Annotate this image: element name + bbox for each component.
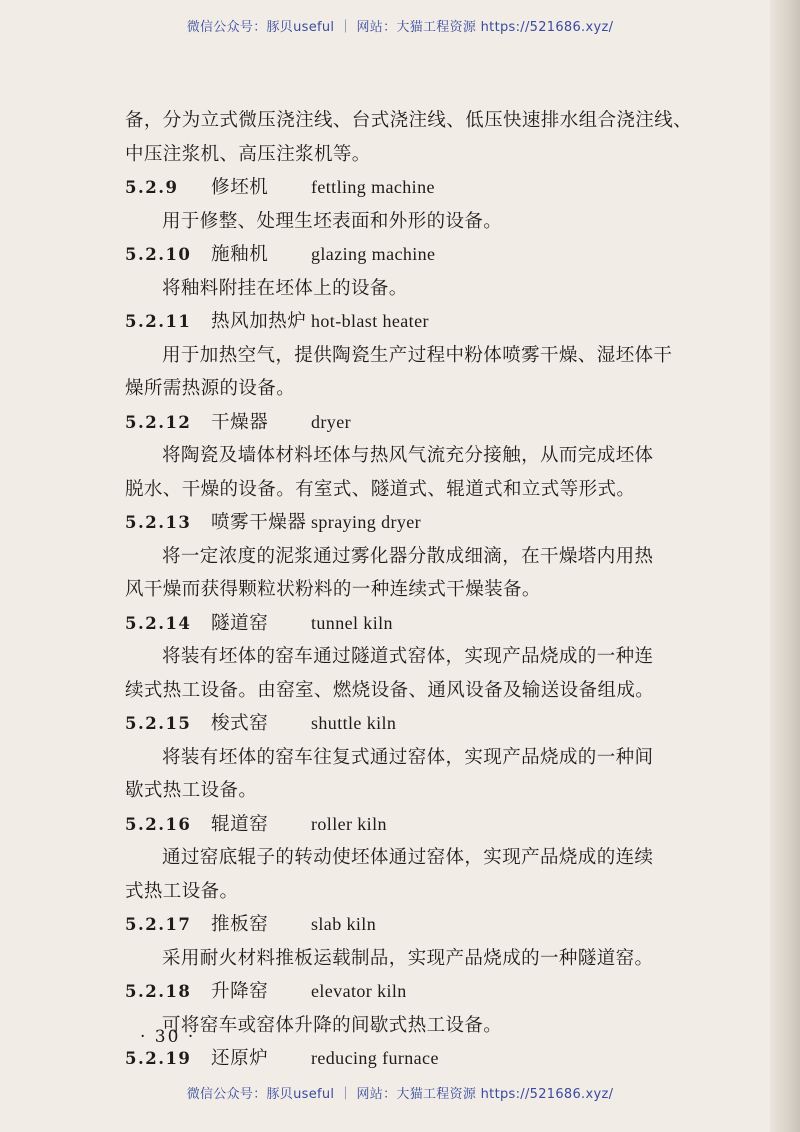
definition-line: 用于修整、处理生坯表面和外形的设备。	[162, 210, 503, 232]
definition-line: 采用耐火材料推板运载制品，实现产品烧成的一种隧道窑。	[162, 947, 654, 969]
entry-heading	[125, 305, 725, 339]
clause-number: 5.2.11	[125, 312, 192, 331]
term-english: slab kiln	[311, 914, 377, 934]
definition-line: 式热工设备。	[125, 880, 239, 902]
entry-heading	[125, 808, 725, 842]
definition-line: 将陶瓷及墙体材料坯体与热风气流充分接触，从而完成坯体	[162, 445, 654, 466]
term-chinese: 施釉机	[211, 244, 269, 265]
intro-line-1: 备，分为立式微压浇注线、台式浇注线、低压快速排水组合浇注线、	[125, 110, 693, 131]
clause-number: 5.2.13	[125, 513, 192, 532]
entry-list	[125, 171, 725, 1076]
term-chinese: 干燥器	[211, 411, 269, 433]
term-chinese: 还原炉	[211, 1048, 269, 1069]
clause-number: 5.2.17	[125, 915, 192, 934]
term-chinese: 升降窑	[211, 981, 269, 1002]
entry-heading	[125, 238, 725, 272]
term-english: spraying dryer	[311, 512, 422, 532]
term-chinese: 辊道窑	[211, 813, 269, 835]
term-english: fettling machine	[311, 177, 435, 197]
term-english: tunnel kiln	[311, 612, 393, 633]
term-english: shuttle kiln	[311, 713, 397, 733]
definition-line: 脱水、干燥的设备。有室式、隧道式、辊道式和立式等形式。	[125, 478, 636, 500]
clause-number: 5.2.18	[125, 982, 192, 1001]
term-english: elevator kiln	[311, 981, 407, 1001]
entry-heading	[125, 1042, 725, 1076]
definition-line: 将釉料附挂在坯体上的设备。	[162, 277, 408, 299]
clause-number: 5.2.15	[125, 714, 192, 733]
definition-line: 用于加热空气，提供陶瓷生产过程中粉体喷雾干燥、湿坯体干	[162, 344, 673, 366]
definition-line: 通过窑底辊子的转动使坯体通过窑体，实现产品烧成的连续	[162, 847, 654, 868]
clause-number: 5.2.16	[125, 814, 192, 834]
entry-heading	[125, 406, 725, 440]
term-chinese: 喷雾干燥器	[211, 512, 307, 533]
definition-line: 将装有坯体的窑车往复式通过窑体，实现产品烧成的一种间	[162, 746, 654, 768]
document-body	[125, 104, 725, 1076]
definition-line: 歇式热工设备。	[125, 780, 258, 801]
watermark-top: 微信公众号：豚贝useful ｜ 网站：大猫工程资源 https://521686.xyz/	[186, 20, 614, 35]
term-english: reducing furnace	[311, 1048, 439, 1068]
term-english: glazing machine	[311, 244, 436, 264]
entry-heading	[125, 975, 725, 1009]
entry-heading	[125, 171, 725, 205]
term-chinese: 推板窑	[211, 914, 269, 935]
definition-line: 续式热工设备。由窑室、燃烧设备、通风设备及输送设备组成。	[125, 679, 655, 701]
clause-number: 5.2.14	[125, 613, 192, 633]
definition-line: 风干燥而获得颗粒状粉料的一种连续式干燥装备。	[125, 579, 541, 600]
definition-line: 将装有坯体的窑车通过隧道式窑体，实现产品烧成的一种连	[162, 646, 654, 667]
clause-number: 5.2.19	[125, 1049, 192, 1068]
clause-number: 5.2.12	[125, 412, 192, 432]
term-english: dryer	[311, 411, 351, 432]
clause-number: 5.2.9	[125, 178, 179, 197]
definition-line: 将一定浓度的泥浆通过雾化器分散成细滴，在干燥塔内用热	[162, 545, 654, 567]
term-chinese: 隧道窑	[211, 612, 269, 634]
term-chinese: 梭式窑	[211, 713, 269, 734]
definition-line: 可将窑车或窑体升降的间歇式热工设备。	[162, 1014, 503, 1036]
entry-heading	[125, 908, 725, 942]
term-chinese: 修坯机	[211, 177, 269, 198]
page-number: · 30 ·	[140, 1027, 196, 1047]
page-edge	[770, 0, 800, 1132]
term-chinese: 热风加热炉	[211, 311, 307, 332]
watermark-bottom: 微信公众号：豚贝useful ｜ 网站：大猫工程资源 https://521686.xyz/	[186, 1087, 614, 1102]
term-english: hot-blast heater	[311, 311, 429, 331]
clause-number: 5.2.10	[125, 245, 192, 264]
entry-heading	[125, 506, 725, 540]
term-english: roller kiln	[311, 813, 387, 834]
intro-line-2: 中压注浆机、高压注浆机等。	[125, 143, 371, 165]
entry-heading	[125, 607, 725, 641]
entry-heading	[125, 707, 725, 741]
definition-line: 燥所需热源的设备。	[125, 378, 296, 399]
